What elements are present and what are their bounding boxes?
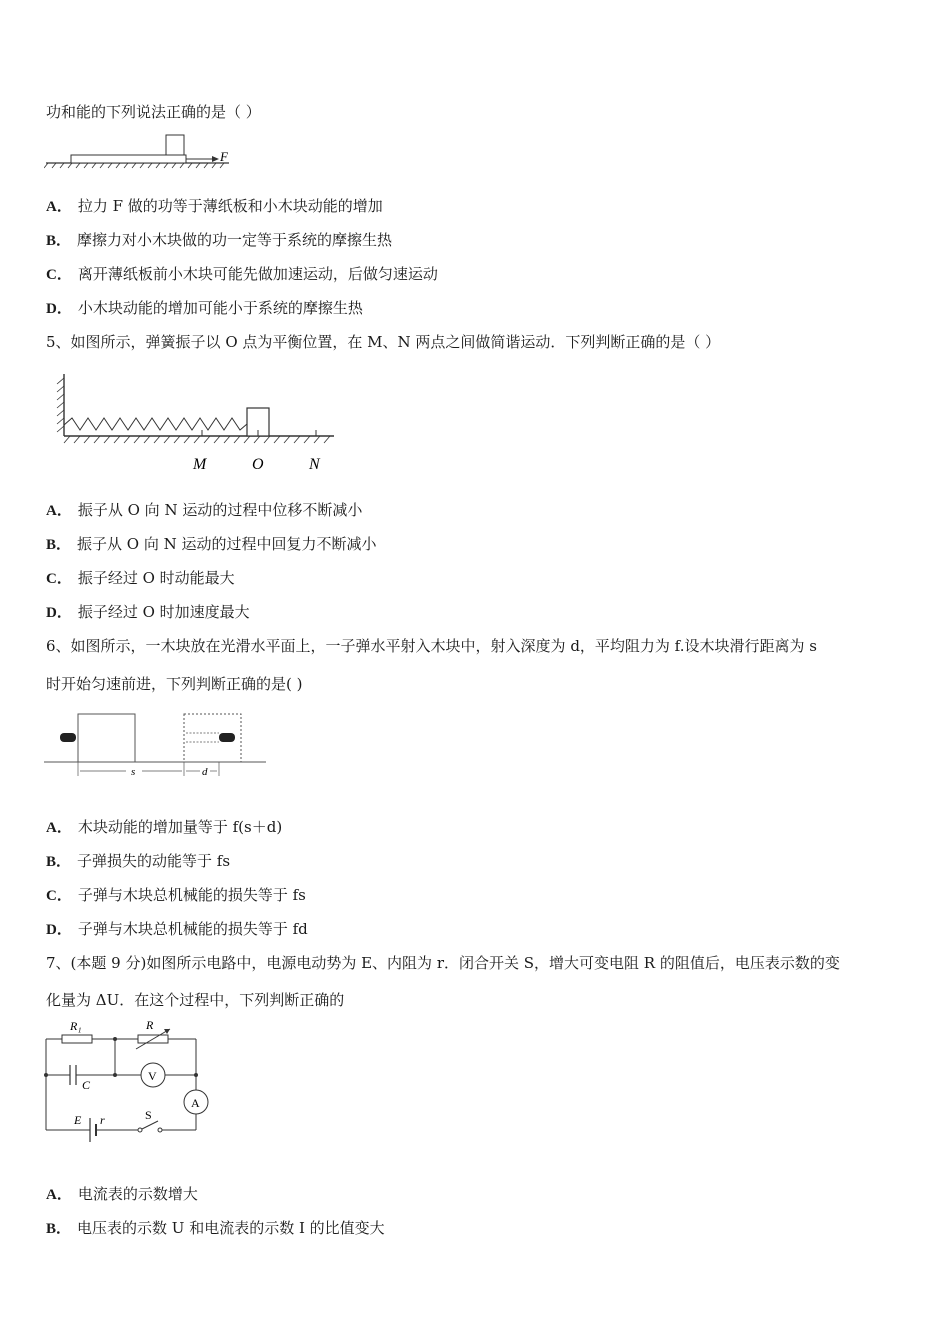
q5-fig-label-M: M (193, 456, 207, 473)
q4-figure (44, 130, 244, 170)
q7-fig-label-E: E (74, 1113, 82, 1127)
q4-option-b[interactable]: B． 摩擦力对小木块做的功一定等于系统的摩擦生热 (46, 231, 393, 249)
q6-option-d[interactable]: D． 子弹与木块总机械能的损失等于 fd (46, 920, 308, 938)
q6-option-b[interactable]: B． 子弹损失的动能等于 fs (46, 852, 231, 870)
q5-fig-label-O: O (252, 456, 264, 473)
q4-option-a[interactable]: A． 拉力 F 做的功等于薄纸板和小木块动能的增加 (46, 197, 383, 215)
q7-fig-label-V: V (148, 1069, 157, 1083)
q7-fig-label-S: S (145, 1108, 152, 1122)
q6-stem-line2: 时开始匀速前进，下列判断正确的是( ) (46, 675, 303, 693)
q7-option-b[interactable]: B． 电压表的示数 U 和电流表的示数 I 的比值变大 (46, 1219, 385, 1237)
q7-fig-label-C: C (82, 1078, 91, 1092)
q7-stem-line2: 化量为 ΔU．在这个过程中，下列判断正确的 (46, 991, 345, 1009)
q7-fig-label-r: r (100, 1113, 105, 1127)
q5-option-a[interactable]: A． 振子从 O 向 N 运动的过程中位移不断减小 (46, 501, 363, 519)
q6-fig-label-d: d (202, 766, 208, 778)
q5-stem: 5、如图所示，弹簧振子以 O 点为平衡位置，在 M、N 两点之间做简谐运动．下列判断正确的是（ ） (46, 333, 721, 351)
q6-option-c[interactable]: C． 子弹与木块总机械能的损失等于 fs (46, 886, 306, 904)
q4-option-c[interactable]: C． 离开薄纸板前小木块可能先做加速运动，后做匀速运动 (46, 265, 438, 283)
q5-option-d[interactable]: D． 振子经过 O 时加速度最大 (46, 603, 250, 621)
q4-fig-label-F: F (220, 149, 228, 164)
q7-fig-label-R: R (146, 1018, 154, 1032)
q5-option-c[interactable]: C． 振子经过 O 时动能最大 (46, 569, 235, 587)
q7-circuit-figure (40, 1018, 212, 1148)
q7-fig-label-A: A (191, 1096, 200, 1110)
q6-fig-label-s: s (131, 766, 136, 778)
q6-stem-line1: 6、如图所示，一木块放在光滑水平面上，一子弹水平射入木块中，射入深度为 d，平均阻力为 f.设木块滑行距离为 s (46, 637, 817, 655)
q6-option-a[interactable]: A． 木块动能的增加量等于 f(s＋d) (46, 818, 283, 836)
q4-option-d[interactable]: D． 小木块动能的增加可能小于系统的摩擦生热 (46, 299, 363, 317)
q7-fig-label-R1: R₁ (70, 1019, 82, 1033)
q5-option-b[interactable]: B． 振子从 O 向 N 运动的过程中回复力不断减小 (46, 535, 377, 553)
q7-option-a[interactable]: A． 电流表的示数增大 (46, 1185, 198, 1203)
q5-figure (52, 370, 342, 478)
q6-figure (44, 708, 270, 784)
q5-fig-label-N: N (309, 456, 320, 473)
q4-stem: 功和能的下列说法正确的是（ ） (46, 103, 261, 121)
q7-stem-line1: 7、(本题 9 分)如图所示电路中，电源电动势为 E、内阻为 r．闭合开关 S，增大可变电阻 R 的阻值后，电压表示数的变 (46, 954, 840, 972)
